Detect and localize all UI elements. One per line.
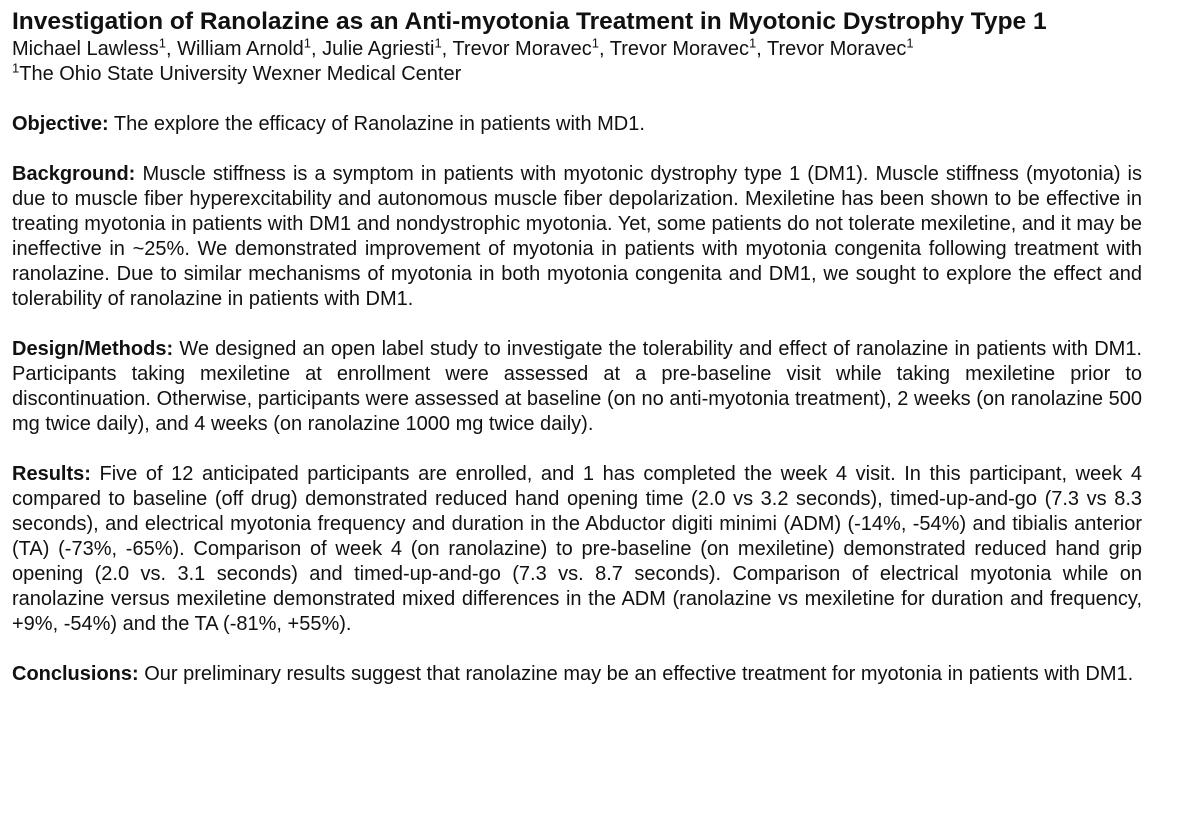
- results-section: [12, 462, 1142, 637]
- author-name: Julie Agriesti: [322, 38, 435, 60]
- conclusions-label: Conclusions:: [12, 663, 139, 685]
- author-affiliation-mark: 1: [906, 35, 914, 51]
- objective-label: Objective:: [12, 113, 109, 135]
- author-affiliation-mark: 1: [749, 35, 757, 51]
- background-text: Muscle stiffness is a symptom in patients with myotonic dystrophy type 1 (DM1). Muscle stiffness (myotonia) is due to muscle fiber hyperexcitability and autonomous muscle fiber depolarization. Mexiletine has been shown to be effective in treating myotonia in patients with DM1 and nondystrophic myotonia. Yet, some patients do not tolerate mexiletine, and it may be ineffective in ~25%. We demonstrated improvement of myotonia in patients with myotonia congenita following treatment with ranolazine. Due to similar mechanisms of myotonia in both myotonia congenita and DM1, we sought to explore the effect and tolerability of ranolazine in patients with DM1.: [12, 163, 1143, 310]
- author-affiliation-mark: 1: [434, 35, 442, 51]
- affiliation-name: The Ohio State University Wexner Medical Center: [19, 63, 462, 85]
- author-affiliation-mark: 1: [591, 35, 599, 51]
- author-separator: ,: [165, 38, 178, 60]
- author-separator: ,: [441, 38, 453, 60]
- results-text: Five of 12 anticipated participants are enrolled, and 1 has completed the week 4 visit. In this participant, week 4 compared to baseline (off drug) demonstrated reduced hand opening time (2.0 vs 3.2 seconds), timed-up-and-go (7.3 vs 8.3 seconds), and electrical myotonia frequency and duration in the Abductor digiti minimi (ADM) (-14%, -54%) and tibialis anterior (TA) (-73%, -65%). Comparison of week 4 (on ranolazine) to pre-baseline (on mexiletine) demonstrated reduced hand grip opening (2.0 vs. 3.1 seconds) and timed-up-and-go (7.3 vs. 8.7 seconds). Comparison of electrical myotonia while on ranolazine versus mexiletine demonstrated mixed differences in the ADM (ranolazine vs mexiletine for duration and frequency, +9%, -54%) and the TA (-81%, +55%).: [12, 463, 1143, 635]
- author-separator: ,: [756, 38, 768, 60]
- author-name: Trevor Moravec: [452, 38, 592, 60]
- abstract-title: Investigation of Ranolazine as an Anti-myotonia Treatment in Myotonic Dystrophy Type 1: [12, 8, 1047, 35]
- affiliation-mark: 1: [12, 60, 20, 76]
- methods-text: We designed an open label study to investigate the tolerability and effect of ranolazine in patients with DM1. Participants taking mexiletine at enrollment were assessed at a pre-baseline visit while taking mexiletine prior to discontinuation. Otherwise, participants were assessed at baseline (on no anti-myotonia treatment), 2 weeks (on ranolazine 500 mg twice daily), and 4 weeks (on ranolazine 1000 mg twice daily).: [12, 338, 1142, 435]
- author-affiliation-mark: 1: [303, 35, 312, 51]
- author-affiliation-mark: 1: [158, 35, 166, 51]
- author-name: William Arnold: [177, 38, 304, 60]
- conclusions-section: [12, 662, 1142, 687]
- methods-section: [12, 337, 1142, 437]
- author-name: Trevor Moravec: [609, 38, 750, 60]
- abstract-page: [12, 8, 1142, 687]
- author-name: Michael Lawless: [12, 38, 159, 60]
- methods-label: Design/Methods:: [12, 338, 174, 360]
- objective-section: [12, 112, 1142, 137]
- author-list: [12, 37, 1142, 62]
- conclusions-text: Our preliminary results suggest that ranolazine may be an effective treatment for myotonia in patients with DM1.: [144, 663, 1134, 685]
- objective-text: The explore the efficacy of Ranolazine in patients with MD1.: [113, 113, 645, 135]
- author-separator: ,: [311, 38, 323, 60]
- background-section: [12, 162, 1142, 312]
- author-name: Trevor Moravec: [767, 38, 907, 60]
- results-label: Results:: [12, 463, 91, 485]
- author-separator: ,: [598, 38, 610, 60]
- background-label: Background:: [12, 163, 136, 185]
- affiliation: [12, 62, 1142, 87]
